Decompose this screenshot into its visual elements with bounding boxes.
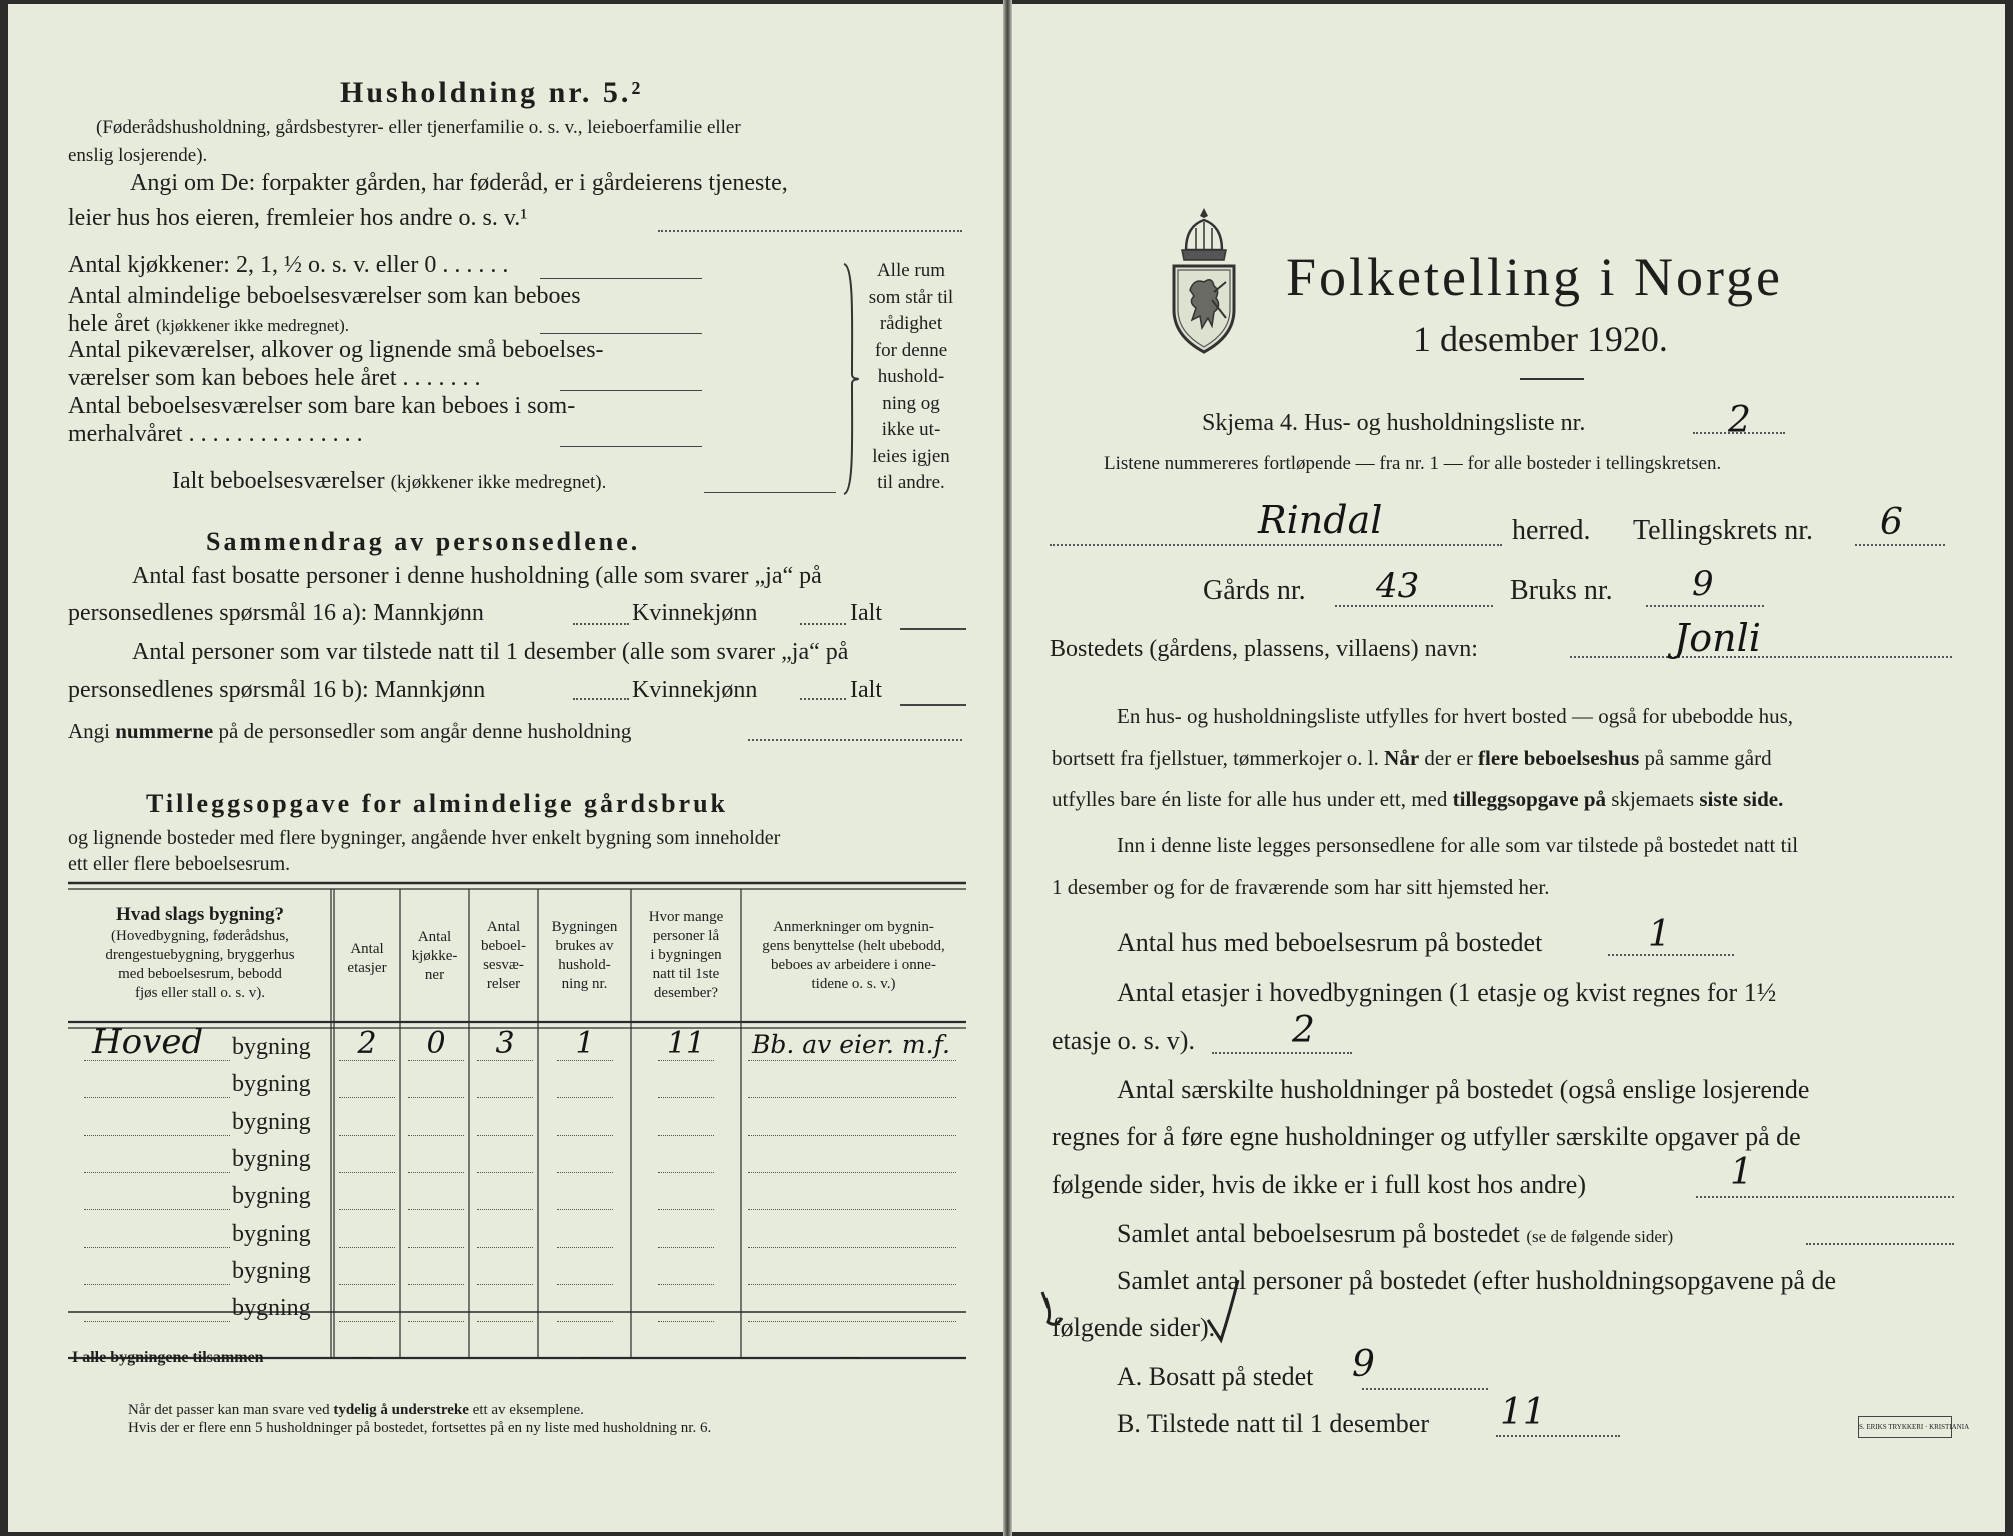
persons-cell-line bbox=[658, 1247, 714, 1248]
building-type-line bbox=[84, 1135, 230, 1136]
instruction-line3-d: siste side. bbox=[1699, 787, 1784, 811]
building-type-line bbox=[84, 1172, 230, 1173]
header-remarks-line: Anmerkninger om bygnin- bbox=[773, 919, 934, 935]
summary-line3: Antal personer som var tilstede natt til 1 desember (alle som svarer „ja“ på bbox=[132, 639, 849, 665]
side-note-line: som står til bbox=[868, 286, 954, 308]
summary-female-line-2 bbox=[800, 698, 846, 700]
household-cell-line bbox=[557, 1209, 613, 1210]
side-note-line: Alle rum bbox=[876, 260, 946, 281]
side-note-line: rådighet bbox=[879, 313, 943, 334]
farm-number-value: 43 bbox=[1376, 566, 1420, 606]
total-row-label: I alle bygningene tilsammen bbox=[72, 1349, 264, 1366]
building-type-line bbox=[84, 1284, 230, 1285]
summary-line5 bbox=[68, 719, 631, 744]
census-date: 1 desember 1920. bbox=[1413, 319, 1668, 359]
persons-cell-line bbox=[658, 1097, 714, 1098]
building-suffix-label: bygning bbox=[232, 1295, 311, 1322]
households-line3: følgende sider, hvis de ikke er i full kost hos andre) bbox=[1052, 1170, 1586, 1199]
page-fold bbox=[1003, 0, 1012, 1536]
instruction-line3-a: utfylles bare én liste for alle hus under ett, med bbox=[1052, 787, 1448, 811]
household-cell-line bbox=[557, 1135, 613, 1136]
houses-line bbox=[1608, 954, 1734, 956]
header-building-type-sub: (Hovedbygning, føderådshus, bbox=[111, 928, 289, 944]
remarks-cell-line bbox=[748, 1247, 956, 1248]
floors-cell-line bbox=[339, 1209, 395, 1210]
building-suffix-label: bygning bbox=[232, 1034, 311, 1060]
resident-value: 9 bbox=[1352, 1344, 1375, 1385]
present-line bbox=[1496, 1435, 1620, 1437]
household-cell-line bbox=[557, 1284, 613, 1285]
summary-line4: personsedlenes spørsmål 16 b): Mannkjønn bbox=[68, 677, 486, 703]
summary-total-line-2 bbox=[900, 704, 966, 706]
footnote-line1-b: tydelig å understreke bbox=[333, 1402, 469, 1418]
summary-male-line bbox=[573, 623, 629, 625]
district-label: Tellingskrets nr. bbox=[1633, 515, 1814, 546]
rooms-answer-line bbox=[540, 333, 702, 334]
header-household-line: brukes av bbox=[555, 938, 614, 954]
instruction-line3-c: skjemaets bbox=[1611, 787, 1695, 811]
persons-cell-line bbox=[658, 1321, 714, 1322]
header-floors bbox=[334, 940, 400, 978]
floors-cell-line bbox=[339, 1321, 395, 1322]
floors-cell: 2 bbox=[357, 1026, 377, 1061]
angi-line1: Angi om De: forpakter gården, har føderåd, er i gårdeierens tjeneste, bbox=[130, 170, 788, 196]
header-rooms bbox=[469, 918, 538, 994]
side-note-line: for denne bbox=[874, 339, 948, 361]
instruction-line2-b: Når bbox=[1384, 746, 1420, 770]
remarks-cell: Bb. av eier. m.f. bbox=[752, 1030, 950, 1059]
households-line1: Antal særskilte husholdninger på bostedet (også enslige losjerende bbox=[1117, 1075, 1810, 1104]
persons-cell-line bbox=[658, 1209, 714, 1210]
building-suffix-label: bygning bbox=[232, 1220, 311, 1247]
header-remarks-line: beboes av arbeidere i onne- bbox=[771, 957, 936, 973]
summary-line1: Antal fast bosatte personer i denne husholdning (alle som svarer „ja“ på bbox=[132, 563, 822, 589]
total-rooms-label-note: (kjøkkener ikke medregnet). bbox=[390, 472, 607, 493]
instruction-line3 bbox=[1052, 787, 1783, 812]
instruction-line2 bbox=[1052, 746, 1772, 771]
persons-cell-line bbox=[658, 1172, 714, 1173]
floors-cell-line bbox=[339, 1097, 395, 1098]
title-divider bbox=[1520, 378, 1584, 380]
floors-value: 2 bbox=[1292, 1010, 1315, 1051]
header-remarks-line: gens benyttelse (helt ubebodd, bbox=[762, 938, 945, 954]
municipality-line bbox=[1050, 544, 1502, 546]
remarks-cell-line bbox=[748, 1284, 956, 1285]
coat-of-arms-icon bbox=[1168, 206, 1240, 354]
side-note-line: til andre. bbox=[877, 472, 945, 493]
household-cell-line bbox=[557, 1247, 613, 1248]
header-household-line: Bygningen bbox=[551, 919, 618, 935]
header-building-type-sub: med beboelsesrum, bebodd bbox=[118, 966, 282, 982]
header-persons-line: i bygningen bbox=[650, 947, 722, 963]
kitchens-cell-line bbox=[408, 1209, 464, 1210]
header-rooms-line: Antal bbox=[486, 919, 521, 935]
summary-female-label-2: Kvinnekjønn bbox=[632, 677, 758, 703]
footnote-line1 bbox=[128, 1402, 584, 1419]
rooms-cell-line bbox=[477, 1135, 533, 1136]
rooms-cell-line bbox=[477, 1060, 533, 1061]
remarks-cell-line bbox=[748, 1172, 956, 1173]
present-value: 11 bbox=[1500, 1392, 1546, 1433]
instruction-line5: 1 desember og for de fraværende som har sitt hjemsted her. bbox=[1052, 875, 1550, 899]
angi-line2: leier hus hos eieren, fremleier hos andre o. s. v.¹ bbox=[68, 205, 528, 231]
summary-female-label: Kvinnekjønn bbox=[632, 600, 758, 626]
maid-rooms-answer-line bbox=[560, 390, 702, 391]
instruction-line4: Inn i denne liste legges personsedlene for alle som var tilstede på bostedet natt til bbox=[1117, 833, 1799, 857]
floors-cell-line bbox=[339, 1172, 395, 1173]
brace-icon bbox=[840, 262, 860, 496]
header-kitchens bbox=[400, 928, 469, 985]
holding-number-label: Bruks nr. bbox=[1510, 575, 1613, 606]
kitchens-answer-line bbox=[540, 278, 702, 279]
summary-total-label: Ialt bbox=[850, 600, 882, 626]
rooms-cell-line bbox=[477, 1172, 533, 1173]
kitchens-cell-line bbox=[408, 1284, 464, 1285]
total-rooms-answer-line bbox=[704, 492, 836, 493]
schema-label: Skjema 4. Hus- og husholdningsliste nr. bbox=[1202, 410, 1586, 436]
persons-cell-line bbox=[658, 1060, 714, 1061]
district-value: 6 bbox=[1880, 502, 1903, 543]
summer-rooms-label-line1: Antal beboelsesværelser som bare kan beboes i som- bbox=[68, 393, 576, 419]
holding-number-value: 9 bbox=[1692, 564, 1714, 604]
instruction-line2-a: bortsett fra fjellstuer, tømmerkojer o. l. bbox=[1052, 746, 1379, 770]
total-floors-dash: — bbox=[352, 1345, 372, 1367]
total-persons-line1: Samlet antal personer på bostedet (efter husholdningsopgavene på de bbox=[1117, 1266, 1837, 1295]
total-remarks-dash: — bbox=[840, 1345, 860, 1367]
kitchens-cell-line bbox=[408, 1060, 464, 1061]
rooms-cell-line bbox=[477, 1321, 533, 1322]
header-persons-line: Hvor mange bbox=[648, 909, 724, 925]
households-answer-line bbox=[1696, 1196, 1954, 1198]
remarks-cell-line bbox=[748, 1321, 956, 1322]
kitchens-cell: 0 bbox=[426, 1026, 446, 1061]
floors-line2: etasje o. s. v). bbox=[1052, 1026, 1195, 1055]
summary-total-line bbox=[900, 628, 966, 630]
maid-rooms-label-line1: Antal pikeværelser, alkover og lignende små beboelses- bbox=[68, 337, 604, 363]
angi-answer-line bbox=[658, 230, 962, 232]
household-note-line1: (Føderådshusholdning, gårdsbestyrer- eller tjenerfamilie o. s. v., leieboerfamilie eller bbox=[96, 117, 741, 138]
instruction-line2-d: flere beboelseshus bbox=[1478, 746, 1640, 770]
instruction-line3-b: tilleggsopgave på bbox=[1452, 787, 1607, 811]
summary-total-label-2: Ialt bbox=[850, 677, 882, 703]
numbering-note: Listene nummereres fortløpende — fra nr. 1 — for alle bosteder i tellingskretsen. bbox=[1104, 453, 1722, 474]
footnote-line1-c: ett av eksemplene. bbox=[472, 1402, 584, 1418]
household-cell-line bbox=[557, 1097, 613, 1098]
rooms-cell-line bbox=[477, 1284, 533, 1285]
floors-cell-line bbox=[339, 1135, 395, 1136]
building-suffix-label: bygning bbox=[232, 1108, 311, 1135]
total-rooms-place-note: (se de følgende sider) bbox=[1526, 1227, 1674, 1246]
building-type-line bbox=[84, 1060, 230, 1061]
houses-value: 1 bbox=[1648, 914, 1671, 955]
supplement-line2: ett eller flere beboelsesrum. bbox=[68, 853, 291, 875]
present-label: B. Tilstede natt til 1 desember bbox=[1117, 1409, 1429, 1438]
header-floors-line: Antal bbox=[350, 941, 384, 957]
summer-rooms-label-line2: merhalvåret . . . . . . . . . . . . . . . bbox=[68, 421, 363, 447]
header-building-type-sub: fjøs eller stall o. s. v). bbox=[135, 985, 265, 1001]
building-type-line bbox=[84, 1209, 230, 1210]
resident-label: A. Bosatt på stedet bbox=[1117, 1362, 1314, 1391]
rooms-label-line2-text: hele året bbox=[68, 311, 150, 337]
building-suffix-label: bygning bbox=[232, 1257, 311, 1284]
rooms-label-line2-note: (kjøkkener ikke medregnet). bbox=[155, 316, 349, 335]
header-kitchens-line: ner bbox=[424, 967, 445, 983]
building-suffix-label: bygning bbox=[232, 1145, 311, 1172]
building-type-line bbox=[84, 1247, 230, 1248]
rooms-cell: 3 bbox=[495, 1026, 515, 1061]
total-household-dash: — bbox=[580, 1345, 600, 1367]
header-building-type-title: Hvad slags bygning? bbox=[116, 904, 284, 925]
floors-answer-line bbox=[1212, 1052, 1352, 1054]
building-type-line bbox=[84, 1097, 230, 1098]
kitchens-cell-line bbox=[408, 1247, 464, 1248]
floors-cell-line bbox=[339, 1284, 395, 1285]
building-type-value: Hoved bbox=[92, 1022, 204, 1062]
rooms-label-line2 bbox=[68, 311, 349, 338]
side-note-line: ning og bbox=[882, 392, 940, 414]
supplement-title: Tilleggsopgave for almindelige gårdsbruk bbox=[146, 789, 729, 818]
rooms-cell-line bbox=[477, 1097, 533, 1098]
rooms-label-line1: Antal almindelige beboelsesværelser som kan beboes bbox=[68, 283, 581, 309]
header-persons-line: desember? bbox=[653, 985, 719, 1001]
header-household-line: hushold- bbox=[558, 957, 611, 973]
municipality-value: Rindal bbox=[1258, 498, 1383, 542]
municipality-label: herred. bbox=[1512, 515, 1591, 546]
total-rooms-label bbox=[172, 468, 606, 495]
side-note-line: leies igjen bbox=[872, 445, 950, 467]
place-name-value: Jonli bbox=[1674, 616, 1761, 660]
building-suffix-label: bygning bbox=[232, 1071, 311, 1098]
maid-rooms-label-line2: værelser som kan beboes hele året . . . . . . . bbox=[68, 365, 481, 391]
summary-title: Sammendrag av personsedlene. bbox=[206, 527, 641, 556]
kitchens-cell-line bbox=[408, 1135, 464, 1136]
footnote-line2: Hvis der er flere enn 5 husholdninger på bostedet, fortsettes på en ny liste med husholdning nr. 6. bbox=[128, 1420, 712, 1436]
header-persons-line: personer lå bbox=[652, 928, 720, 944]
side-note bbox=[862, 258, 960, 497]
resident-line bbox=[1362, 1388, 1488, 1390]
floors-line1: Antal etasjer i hovedbygningen (1 etasje og kvist regnes for 1½ bbox=[1117, 978, 1777, 1007]
household-cell: 1 bbox=[575, 1026, 595, 1061]
side-note-line: ikke ut- bbox=[881, 419, 941, 440]
place-name-line bbox=[1570, 656, 1952, 658]
header-remarks-line: tidene o. s. v.) bbox=[811, 976, 896, 992]
header-household-line: ning nr. bbox=[561, 976, 608, 992]
side-note-line: hushold- bbox=[877, 366, 945, 387]
household-title: Husholdning nr. 5.² bbox=[340, 76, 644, 109]
summer-rooms-answer-line bbox=[560, 446, 702, 447]
header-building-type-sub: drengestuebygning, bryggerhus bbox=[105, 947, 295, 963]
farm-number-label: Gårds nr. bbox=[1203, 575, 1306, 606]
header-persons bbox=[631, 908, 741, 1003]
total-rooms-place bbox=[1117, 1219, 1673, 1249]
header-rooms-line: beboel- bbox=[481, 938, 526, 954]
schema-number-value: 2 bbox=[1728, 400, 1751, 441]
building-suffix-label: bygning bbox=[232, 1183, 311, 1210]
header-persons-line: natt til 1ste bbox=[652, 966, 720, 982]
header-rooms-line: sesvæ- bbox=[483, 957, 524, 973]
persons-cell: 11 bbox=[666, 1026, 706, 1061]
district-line bbox=[1855, 544, 1945, 546]
houses-label: Antal hus med beboelsesrum på bostedet bbox=[1117, 928, 1543, 957]
kitchens-cell-line bbox=[408, 1097, 464, 1098]
summary-line5-b: nummerne bbox=[115, 719, 214, 743]
remarks-cell-line bbox=[748, 1135, 956, 1136]
household-cell-line bbox=[557, 1172, 613, 1173]
household-cell-line bbox=[557, 1321, 613, 1322]
total-rooms-place-line bbox=[1806, 1243, 1954, 1245]
holding-number-line bbox=[1646, 605, 1764, 607]
instruction-line1: En hus- og husholdningsliste utfylles for hvert bosted — også for ubebodde hus, bbox=[1117, 704, 1793, 728]
summary-line2: personsedlenes spørsmål 16 a): Mannkjønn bbox=[68, 600, 484, 626]
household-note-line2: enslig losjerende). bbox=[68, 145, 208, 166]
remarks-cell-line bbox=[748, 1097, 956, 1098]
instruction-line2-e: på samme gård bbox=[1644, 746, 1772, 770]
summary-line5-c: på de personsedler som angår denne husholdning bbox=[218, 719, 632, 743]
rooms-cell-line bbox=[477, 1247, 533, 1248]
header-kitchens-line: Antal bbox=[417, 929, 452, 945]
kitchens-label: Antal kjøkkener: 2, 1, ½ o. s. v. eller 0 . . . . . . bbox=[68, 252, 509, 278]
total-rooms-label-text: Ialt beboelsesværelser bbox=[172, 468, 385, 494]
remarks-cell-line bbox=[748, 1209, 956, 1210]
header-remarks bbox=[741, 918, 966, 994]
floors-cell-line bbox=[339, 1060, 395, 1061]
printer-stamp: S. ERIKS TRYKKERI · KRISTIANIA bbox=[1858, 1416, 1952, 1438]
supplement-line1: og lignende bosteder med flere bygninger, angående hver enkelt bygning som inneholder bbox=[68, 827, 781, 849]
summary-line5-a: Angi bbox=[68, 719, 110, 743]
building-type-line bbox=[84, 1321, 230, 1322]
total-persons-line2: følgende sider). bbox=[1052, 1313, 1216, 1342]
floors-cell-line bbox=[339, 1247, 395, 1248]
summary-female-line bbox=[800, 623, 846, 625]
census-title: Folketelling i Norge bbox=[1286, 247, 1783, 307]
persons-cell-line bbox=[658, 1284, 714, 1285]
footnote-line1-a: Når det passer kan man svare ved bbox=[128, 1402, 330, 1418]
rooms-cell-line bbox=[477, 1209, 533, 1210]
kitchens-cell-line bbox=[408, 1321, 464, 1322]
place-name-label: Bostedets (gårdens, plassens, villaens) navn: bbox=[1050, 636, 1478, 662]
kitchens-cell-line bbox=[408, 1172, 464, 1173]
header-floors-line: etasjer bbox=[347, 960, 387, 976]
header-building-type bbox=[70, 902, 330, 1003]
header-rooms-line: relser bbox=[486, 976, 521, 992]
header-household bbox=[538, 918, 631, 994]
household-cell-line bbox=[557, 1060, 613, 1061]
instruction-line2-c: der er bbox=[1424, 746, 1473, 770]
households-line2: regnes for å føre egne husholdninger og utfyller særskilte opgaver på de bbox=[1052, 1122, 1801, 1151]
header-kitchens-line: kjøkke- bbox=[411, 948, 458, 964]
summary-male-line-2 bbox=[573, 698, 629, 700]
total-rooms-place-text: Samlet antal beboelsesrum på bostedet bbox=[1117, 1219, 1520, 1248]
remarks-cell-line bbox=[748, 1060, 956, 1061]
persons-cell-line bbox=[658, 1135, 714, 1136]
summary-numbers-line bbox=[748, 739, 962, 741]
households-value: 1 bbox=[1730, 1152, 1753, 1193]
